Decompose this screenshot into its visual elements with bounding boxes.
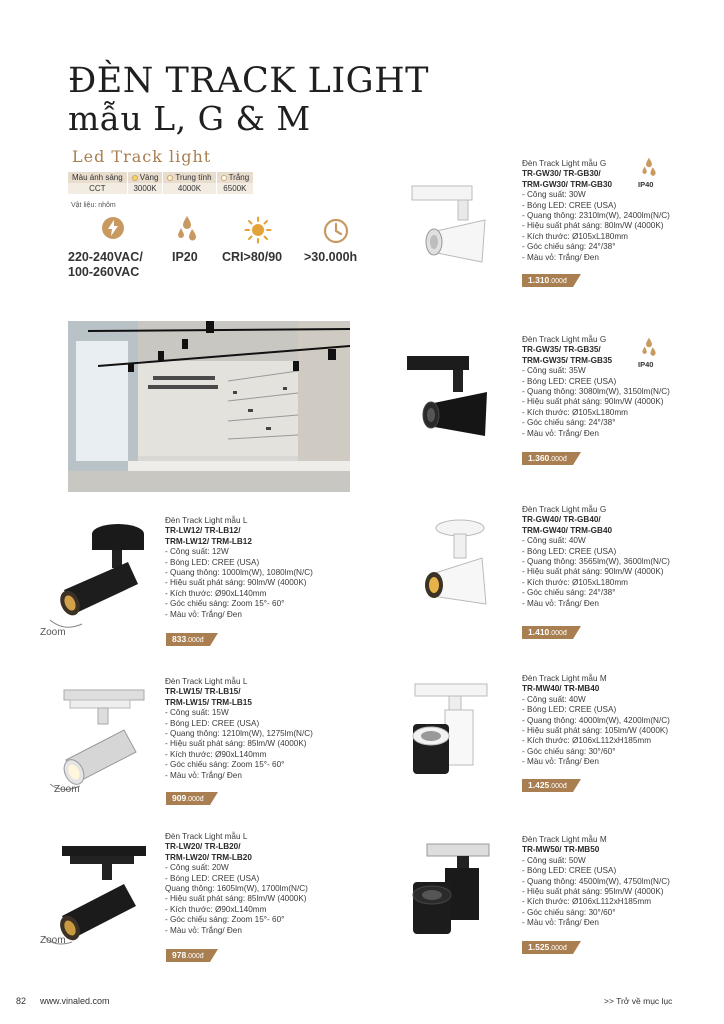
product-l20-spec: - Màu vỏ: Trắng/ Đen [165,925,242,935]
water-drops-icon [640,337,658,359]
water-drops-icon [640,157,658,179]
product-l12-zoom-label: Zoom [40,627,66,638]
back-to-toc-link[interactable]: >> Trở về mục lục [604,996,673,1006]
track-light-m-black-image [405,840,490,940]
product-l12-code-2: TRM-LW12/ TRM-LB12 [165,536,252,546]
product-g35-price: 1.360.000đ [522,452,573,465]
product-m50-price: 1.525.000đ [522,941,573,954]
product-l12-spec: - Hiệu suất phát sáng: 90lm/W (4000K) [165,578,307,588]
product-g30-price: 1.310.000đ [522,274,573,287]
product-g30-code-1: TR-GW30/ TR-GB30/ [522,169,601,179]
product-g30-spec: - Góc chiếu sáng: 24°/38° [522,242,616,252]
product-m50-code-1: TR-MW50/ TR-MB50 [522,845,600,855]
voltage-spec: 220-240VAC/ 100-260VAC [68,250,143,279]
track-light-l-black-image [44,520,149,635]
product-g40-spec: - Kích thước: Ø105xL180mm [522,577,628,587]
product-l12-spec: - Kích thước: Ø90xL140mm [165,588,267,598]
warm-dot-icon [132,175,138,181]
product-l20-spec: - Bóng LED: CREE (USA) [165,873,260,883]
material-note: Vật liệu: nhôm [71,202,116,209]
product-g35-code-1: TR-GW35/ TR-GB35/ [522,345,601,355]
product-g40-spec: - Bóng LED: CREE (USA) [522,546,617,556]
track-light-l-black-track-image [40,840,150,950]
cct-row-label: CCT [68,183,127,194]
product-g35-name: Đèn Track Light mẫu G [522,335,607,344]
cct-header-label: Màu ánh sáng [68,172,127,183]
product-l20-spec: - Kích thước: Ø90xL140mm [165,904,267,914]
product-l12-spec: - Công suất: 12W [165,547,229,557]
track-light-m-white-image [405,680,490,780]
product-g40-name: Đèn Track Light mẫu G [522,505,607,514]
product-g30-spec: - Màu vỏ: Trắng/ Đen [522,252,599,262]
product-l15-spec: - Công suất: 15W [165,708,229,718]
product-l12-name: Đèn Track Light mẫu L [165,516,248,525]
product-m40-spec: - Bóng LED: CREE (USA) [522,705,617,715]
product-g30-spec: - Công suất: 30W [522,190,586,200]
product-g35-spec: - Màu vỏ: Trắng/ Đen [522,428,599,438]
product-l20-info [165,832,308,936]
product-l15-spec: - Góc chiếu sáng: Zoom 15°- 60° [165,760,285,770]
product-g40-price: 1.410.000đ [522,626,573,639]
product-l15-zoom-label: Zoom [54,784,80,795]
cct-neutral-label: Trung tính [175,173,212,182]
product-l15-code-1: TR-LW15/ TR-LB15/ [165,687,241,697]
page-title [68,62,429,138]
product-g30-spec: - Kích thước: Ø105xL180mm [522,231,628,241]
product-l15-spec: - Màu vỏ: Trắng/ Đen [165,770,242,780]
product-m50-spec: - Góc chiếu sáng: 30°/60° [522,907,616,917]
product-l15-spec: - Quang thông: 1210lm(W), 1275lm(N/C) [165,729,313,739]
cct-white-value: 6500K [216,183,254,194]
product-m50-name: Đèn Track Light mẫu M [522,835,607,844]
product-l20-name: Đèn Track Light mẫu L [165,832,248,841]
track-light-g-white-image [410,180,490,275]
product-m40-name: Đèn Track Light mẫu M [522,674,607,683]
track-light-l-white-image [44,686,149,796]
product-g35-spec: - Góc chiếu sáng: 24°/38° [522,418,616,428]
product-g40-code-1: TR-GW40/ TR-GB40/ [522,515,601,525]
product-m40-info [522,674,670,768]
product-l12-spec: - Bóng LED: CREE (USA) [165,557,260,567]
title-line-2: mẫu L, G & M [68,99,311,138]
product-g35-spec: - Quang thông: 3080lm(W), 3150lm(N/C) [522,387,670,397]
product-g30-code-2: TRM-GW30/ TRM-GB30 [522,179,613,189]
product-g35-spec: - Kích thước: Ø105xL180mm [522,407,628,417]
clock-icon [323,218,349,244]
product-m50-spec: - Màu vỏ: Trắng/ Đen [522,918,599,928]
product-g35-code-2: TRM-GW35/ TRM-GB35 [522,355,613,365]
page-number: 82 [16,996,27,1006]
subtitle: Led Track light [72,147,212,166]
product-l15-info [165,677,313,781]
title-line-1: ĐÈN TRACK LIGHT [68,61,429,101]
product-l12-price: 833.000đ [166,633,210,646]
life-spec: >30.000h [304,250,358,264]
neutral-dot-icon [167,175,173,181]
product-g30-name: Đèn Track Light mẫu G [522,159,607,168]
product-l15-price: 909.000đ [166,792,210,805]
product-l12-spec: - Góc chiếu sáng: Zoom 15°- 60° [165,599,285,609]
product-l12-info [165,516,313,620]
product-l12-code-1: TR-LW12/ TR-LB12/ [165,526,241,536]
product-l20-spec: - Góc chiếu sáng: Zoom 15°- 60° [165,915,285,925]
cct-table [68,172,254,194]
product-g30-ip: IP40 [638,180,654,189]
product-g35-spec: - Hiệu suất phát sáng: 90lm/W (4000K) [522,397,664,407]
product-m40-spec: - Hiệu suất phát sáng: 105lm/W (4000K) [522,726,669,736]
product-m50-spec: - Quang thông: 4500lm(W), 4750lm(N/C) [522,876,670,886]
sun-icon [244,216,272,244]
cct-white-label: Trắng [228,173,250,182]
product-l20-spec: - Công suất: 20W [165,863,229,873]
product-m50-spec: - Kích thước: Ø106xL112xH185mm [522,897,652,907]
product-m40-spec: - Quang thông: 4000lm(W), 4200lm(N/C) [522,715,670,725]
product-g35-ip: IP40 [638,360,654,369]
product-m40-spec: - Công suất: 40W [522,694,586,704]
product-g30-spec: - Bóng LED: CREE (USA) [522,200,617,210]
product-l15-spec: - Hiệu suất phát sáng: 85lm/W (4000K) [165,739,307,749]
product-g40-spec: - Công suất: 40W [522,536,586,546]
product-l20-price: 978.000đ [166,949,210,962]
product-m40-spec: - Kích thước: Ø106xL112xH185mm [522,736,652,746]
product-g40-spec: - Màu vỏ: Trắng/ Đen [522,598,599,608]
ip-spec: IP20 [172,250,198,264]
track-light-g-surface-image [420,518,490,613]
water-drops-icon [176,215,198,245]
product-l20-spec: - Hiệu suất phát sáng: 85lm/W (4000K) [165,894,307,904]
lightning-icon [101,216,125,240]
cct-neutral-value: 4000K [163,183,216,194]
product-m40-spec: - Góc chiếu sáng: 30°/60° [522,746,616,756]
cct-warm-value: 3000K [127,183,163,194]
product-g40-code-2: TRM-GW40/ TRM-GB40 [522,525,613,535]
track-light-g-black-image [405,350,490,445]
product-l20-code-1: TR-LW20/ TR-LB20/ [165,842,241,852]
product-l20-spec: Quang thông: 1605lm(W), 1700lm(N/C) [165,884,308,894]
showroom-photo [68,321,350,492]
product-m50-spec: - Công suất: 50W [522,855,586,865]
product-g40-spec: - Hiệu suất phát sáng: 90lm/W (4000K) [522,567,664,577]
product-l15-name: Đèn Track Light mẫu L [165,677,248,686]
cri-spec: CRI>80/90 [222,250,283,264]
product-l20-code-2: TRM-LW20/ TRM-LB20 [165,852,252,862]
product-l12-spec: - Quang thông: 1000lm(W), 1080lm(N/C) [165,568,313,578]
website-link[interactable]: www.vinaled.com [40,996,110,1006]
product-g30-spec: - Hiệu suất phát sáng: 80lm/W (4000K) [522,221,664,231]
product-g30-spec: - Quang thông: 2310lm(W), 2400lm(N/C) [522,211,670,221]
product-l12-spec: - Màu vỏ: Trắng/ Đen [165,609,242,619]
product-g35-spec: - Công suất: 35W [522,366,586,376]
product-g40-spec: - Quang thông: 3565lm(W), 3600lm(N/C) [522,557,670,567]
product-m40-price: 1.425.000đ [522,779,573,792]
product-l15-spec: - Bóng LED: CREE (USA) [165,718,260,728]
product-g40-info [522,505,670,609]
product-m40-code-1: TR-MW40/ TR-MB40 [522,684,600,694]
product-l20-zoom-label: Zoom [40,935,66,946]
product-l15-spec: - Kích thước: Ø90xL140mm [165,749,267,759]
product-m40-spec: - Màu vỏ: Trắng/ Đen [522,757,599,767]
product-m50-info [522,835,670,929]
product-m50-spec: - Bóng LED: CREE (USA) [522,866,617,876]
white-dot-icon [221,175,227,181]
product-m50-spec: - Hiệu suất phát sáng: 95lm/W (4000K) [522,887,664,897]
product-l15-code-2: TRM-LW15/ TRM-LB15 [165,697,252,707]
product-g40-spec: - Góc chiếu sáng: 24°/38° [522,588,616,598]
cct-warm-label: Vàng [139,173,159,182]
product-g35-spec: - Bóng LED: CREE (USA) [522,376,617,386]
